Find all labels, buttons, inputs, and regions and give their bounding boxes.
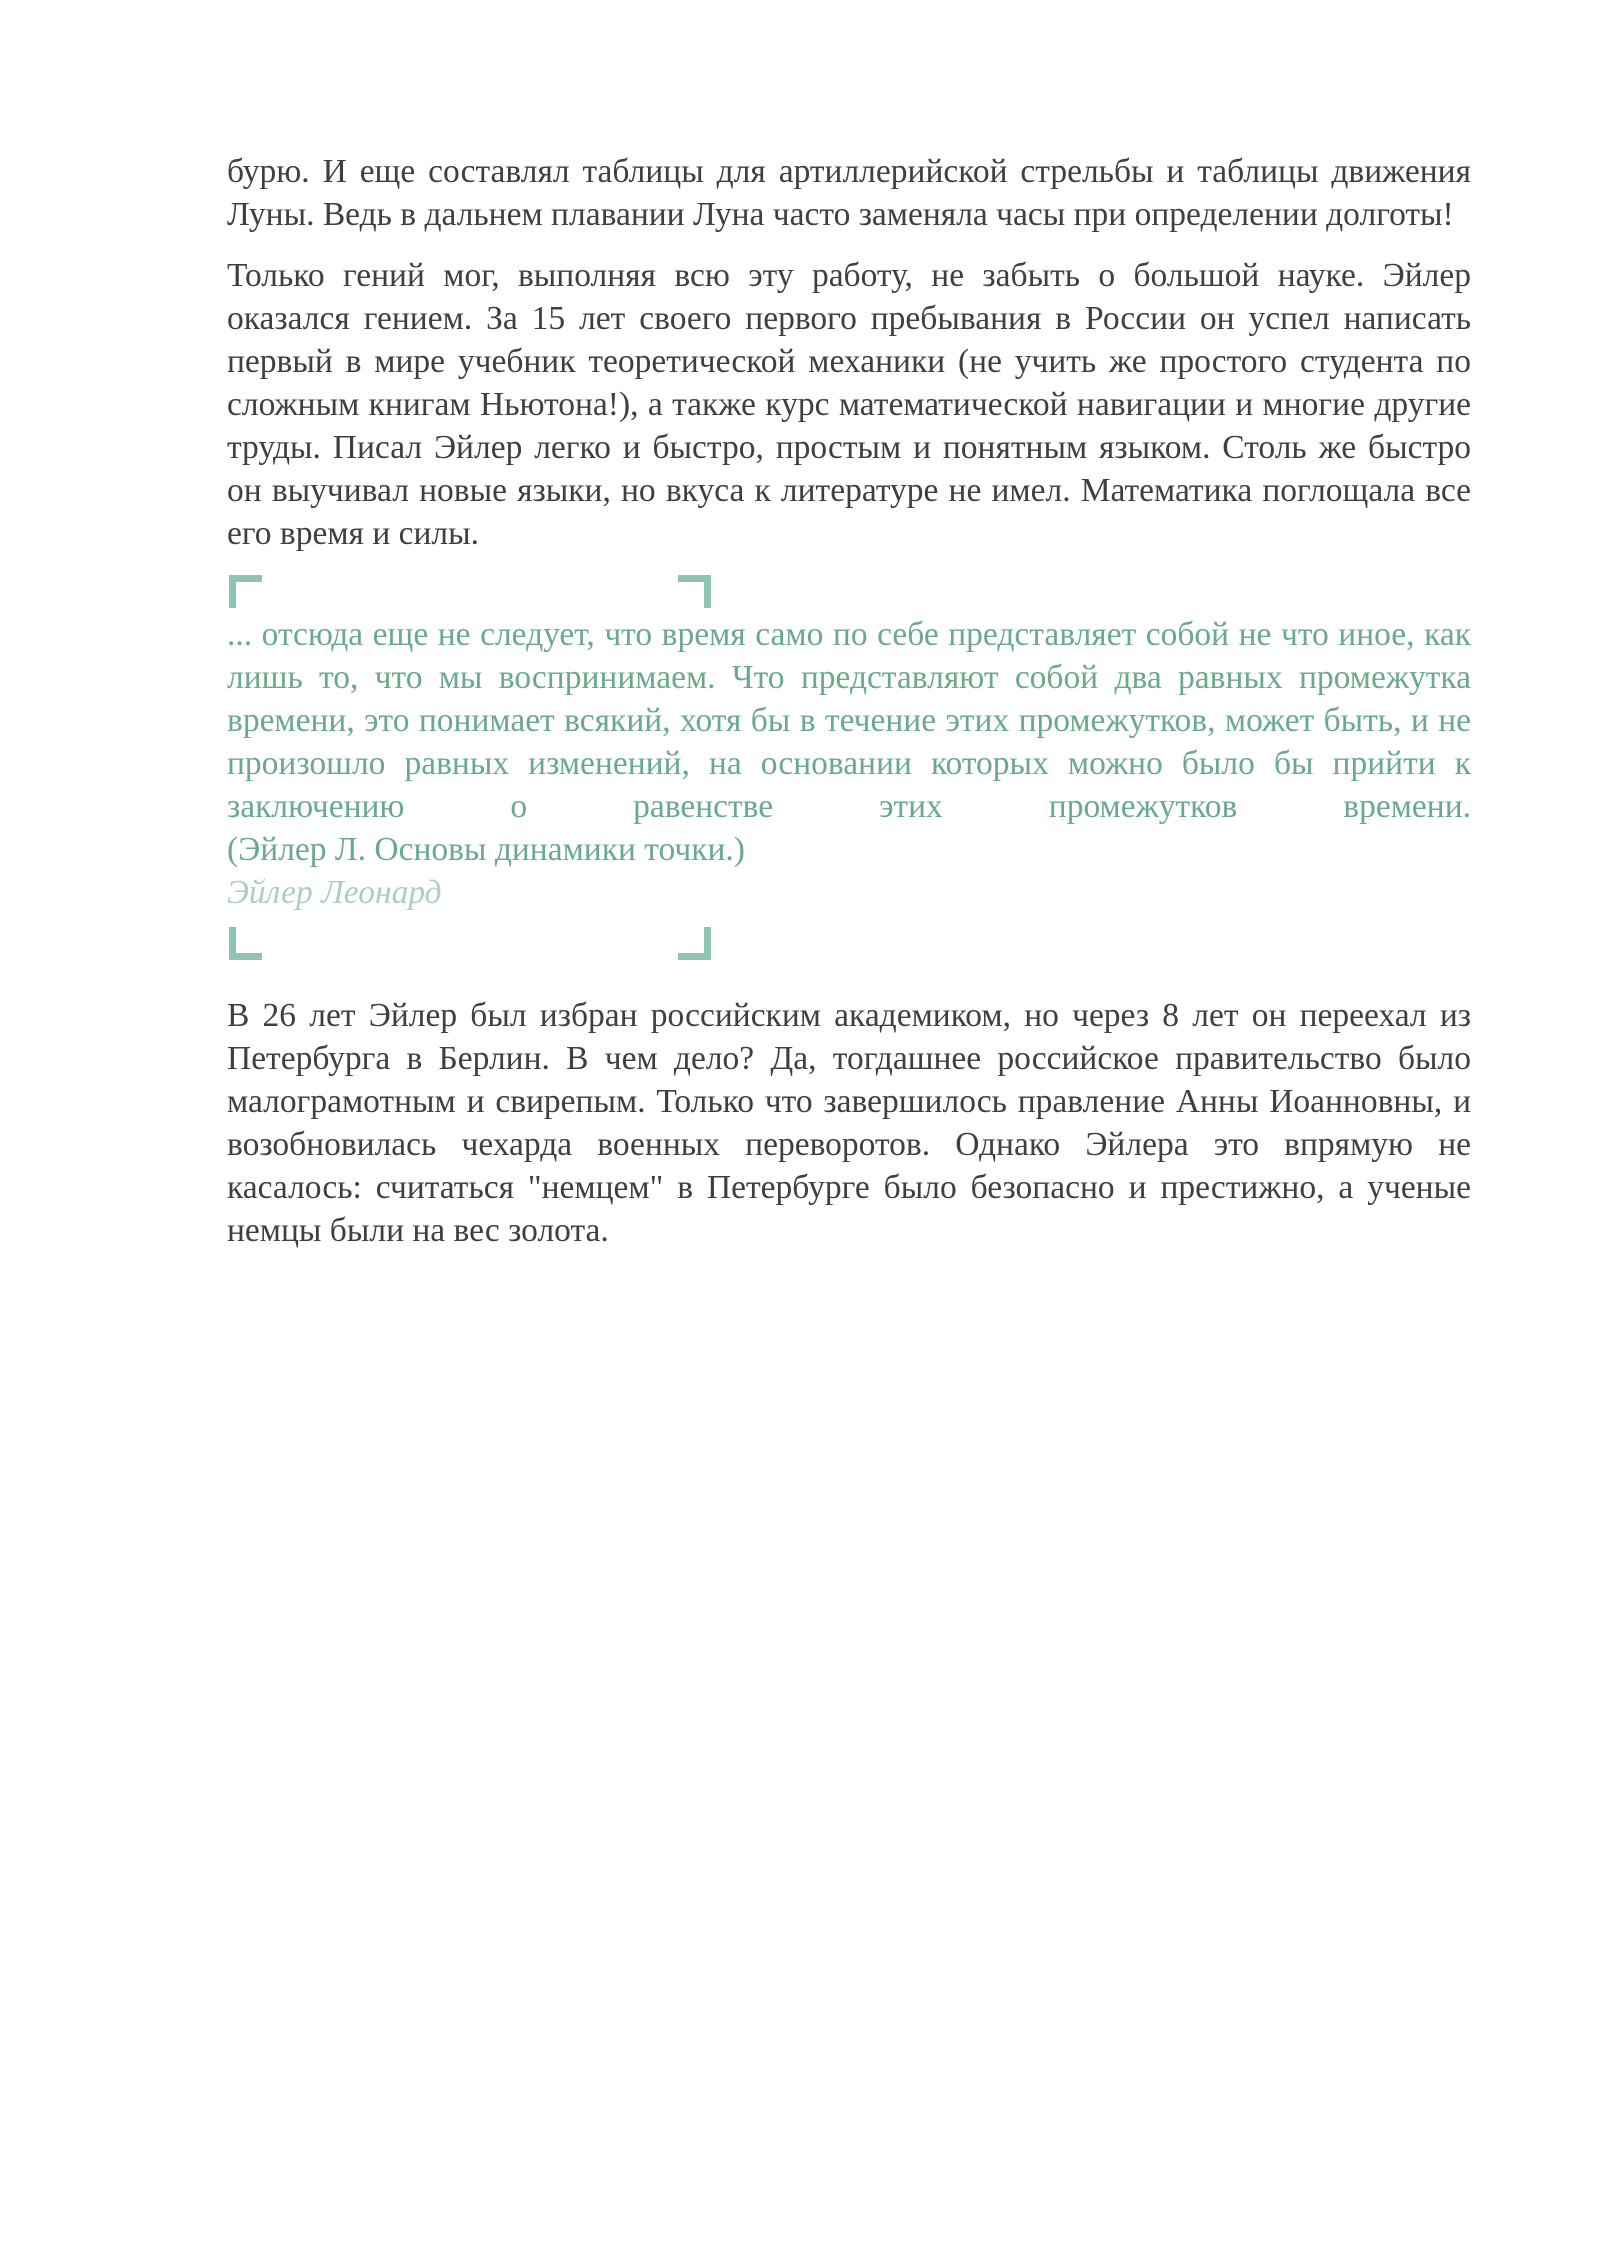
paragraph: Только гений мог, выполняя всю эту работу, не забыть о большой науке. Эйлер оказался гением. За 15 лет своего первого пребывания в России он успел написать первый в мире учебник теоретической механики (не учить же простого студента по сложным книгам Ньютона!), а также курс математической навигации и многие другие труды. Писал Эйлер легко и быстро, простым и понятным языком. Столь же быстро он выучивал новые языки, но вкуса к литературе не имел. Математика поглощала все его время и силы. [227, 257, 1471, 552]
quote-block [227, 575, 1471, 960]
quote-corner-top-left-icon [229, 575, 262, 608]
document-page [227, 150, 1471, 1270]
paragraph: бурю. И еще составлял таблицы для артиллерийской стрельбы и таблицы движения Луны. Ведь в дальнем плавании Луна часто заменяла часы при определении долготы! [227, 153, 1471, 233]
quote-text: ... отсюда еще не следует, что время само по себе представляет собой не что иное, как лишь то, что мы воспринимаем. Что представляют собой два равных промежутка времени, это понимает всякий, хотя бы в течение этих промежутков, может быть, и не произошло равных изменений, на основании которых можно было бы прийти к заключению о равенстве этих промежутков времени. [227, 616, 1471, 825]
quote-corner-top-right-icon [678, 575, 711, 608]
paragraph: В 26 лет Эйлер был избран российским академиком, но через 8 лет он переехал из Петербурга в Берлин. В чем дело? Да, тогдашнее российское правительство было малограмотным и свирепым. Только что завершилось правление Анны Иоанновны, и возобновилась чехарда военных переворотов. Однако Эйлера это впрямую не касалось: считаться "немцем" в Петербурге было безопасно и престижно, а ученые немцы были на вес золота. [227, 997, 1471, 1249]
quote-source: (Эйлер Л. Основы динамики точки.) [227, 831, 745, 868]
quote-author: Эйлер Леонард [227, 874, 442, 911]
quote-corner-bottom-right-icon [678, 927, 711, 960]
quote-corner-bottom-left-icon [229, 927, 262, 960]
